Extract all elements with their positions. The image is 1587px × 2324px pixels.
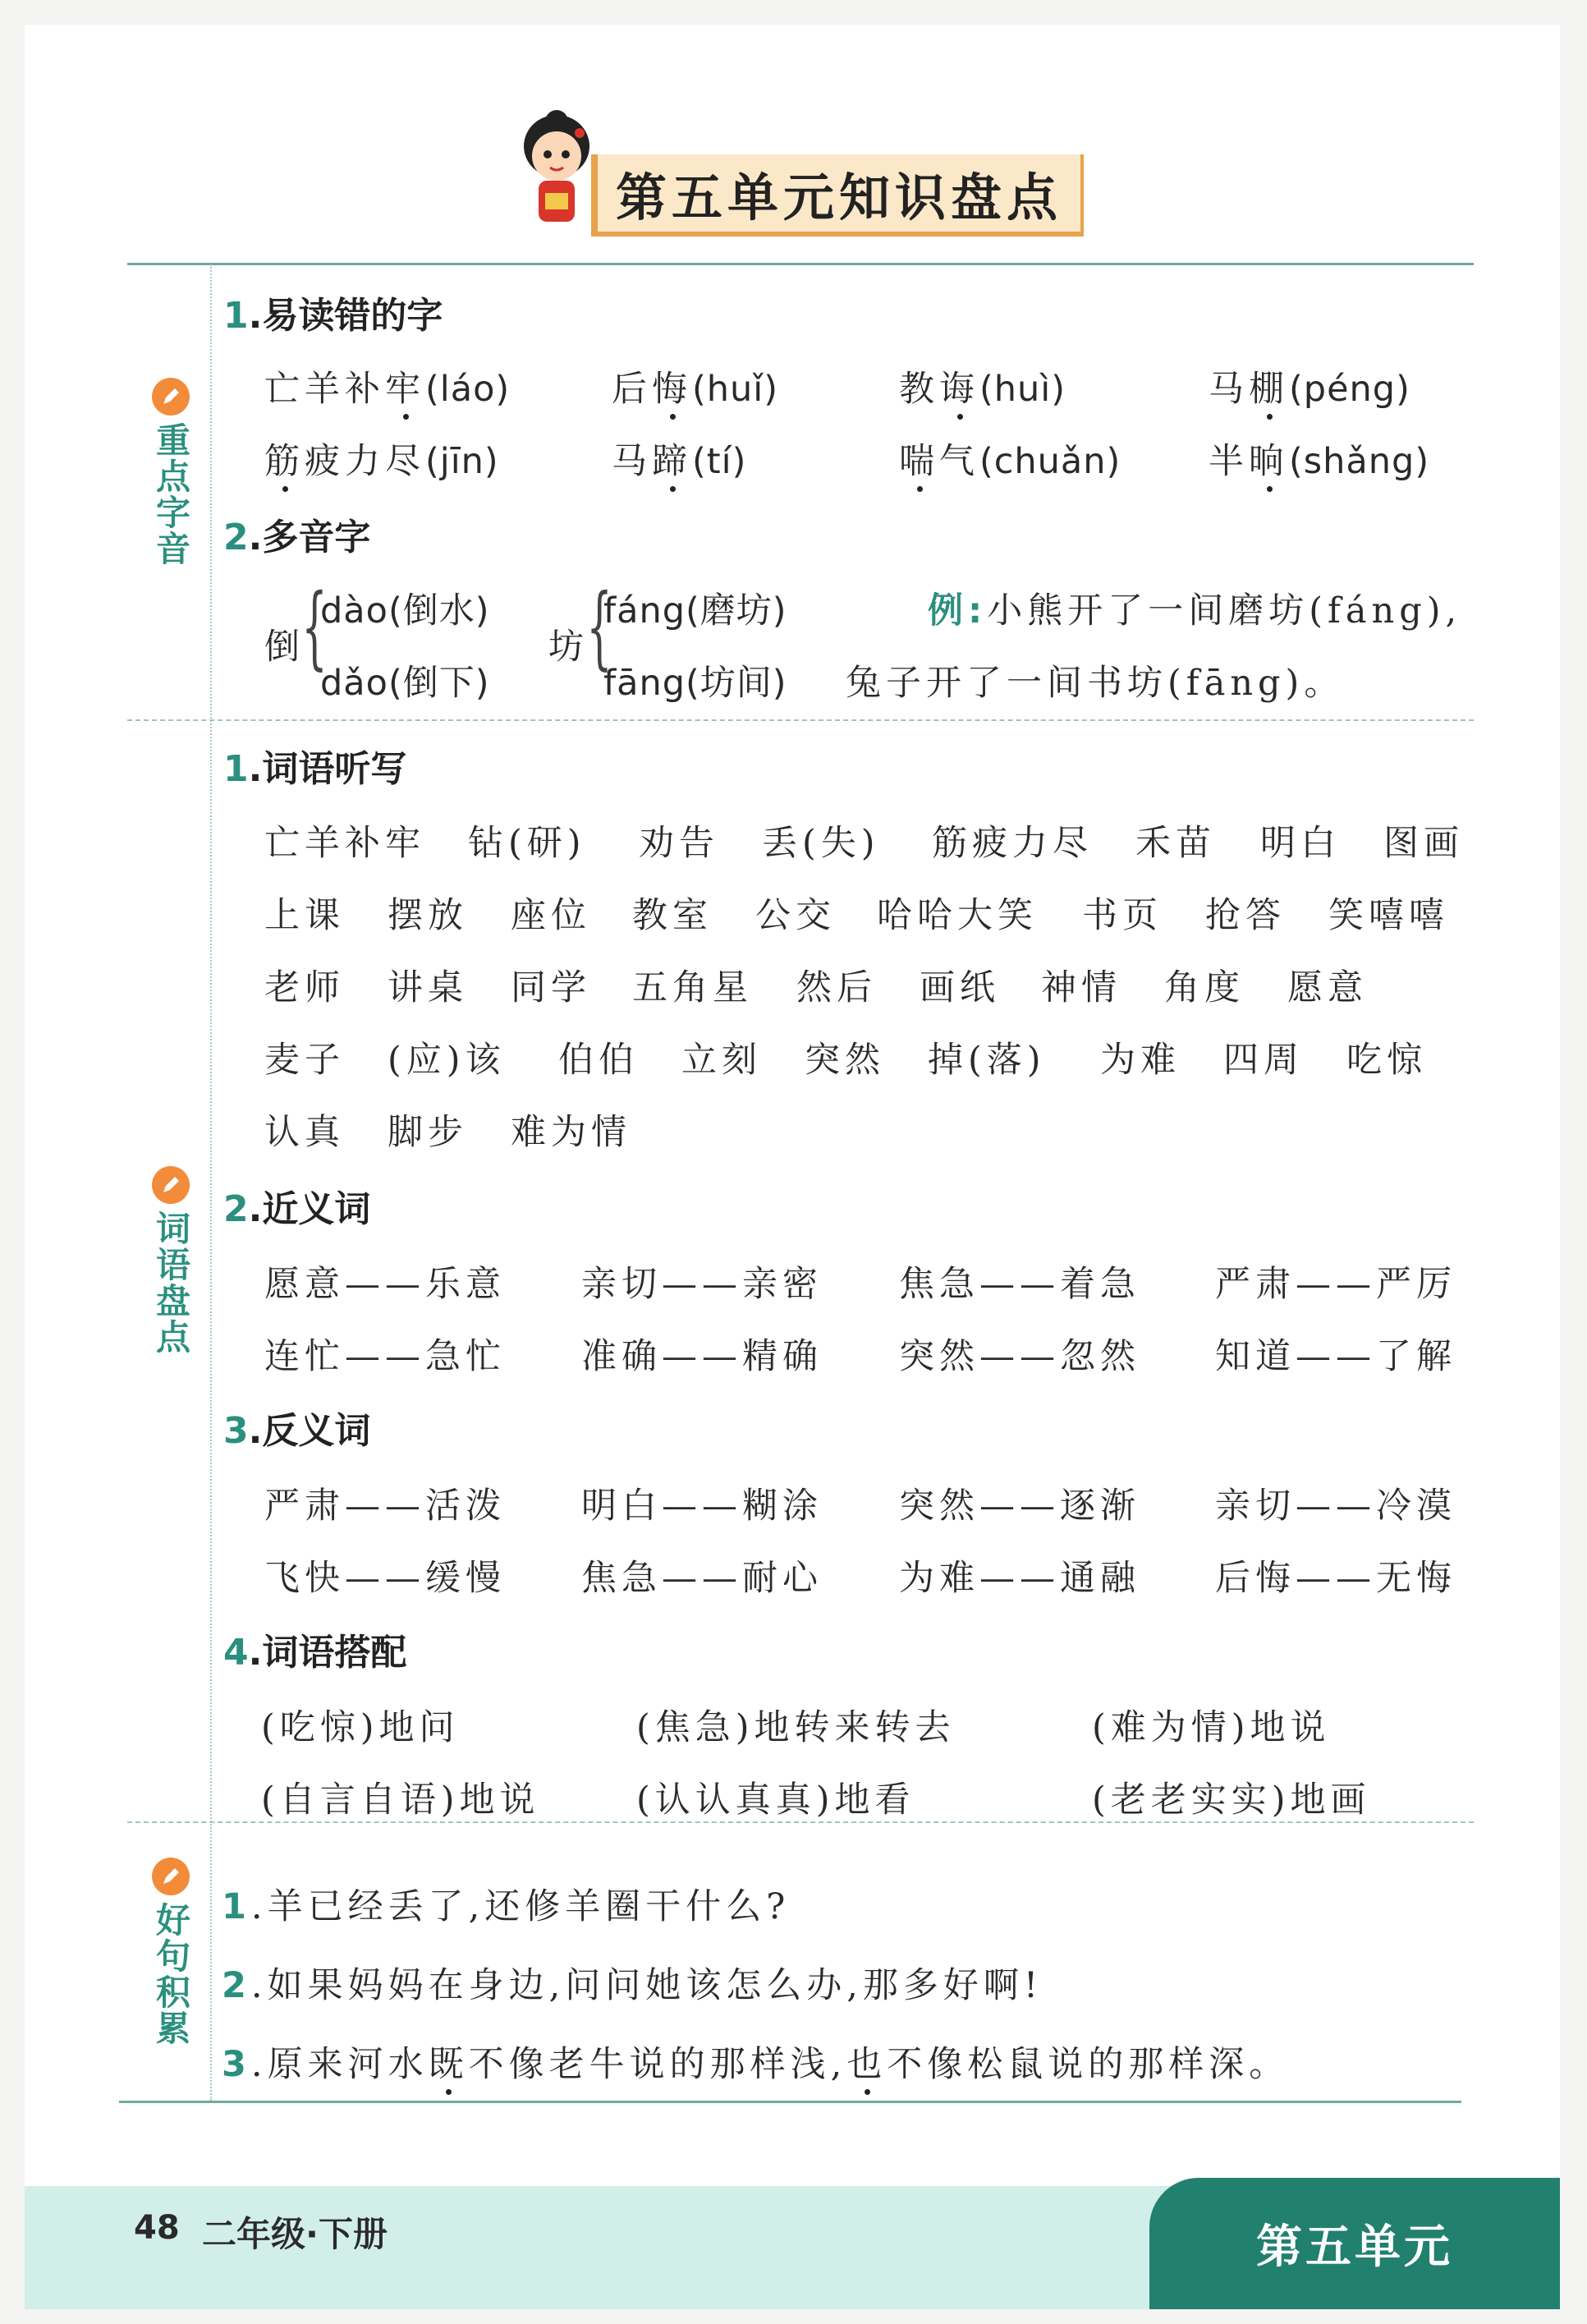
heading-synonyms: 2.近义词 [223, 1188, 371, 1230]
antonym-pair: 焦急——耐心 [581, 1558, 823, 1599]
dictation-word: 画纸 [920, 967, 1000, 1008]
antonym-pair: 明白——糊涂 [581, 1486, 823, 1527]
dictation-word: 亡羊补牢 [264, 823, 425, 864]
dictation-word: 吃惊 [1346, 1040, 1427, 1081]
sentence-item: 3.原来河水既不像老牛说的那样浅,也不像松鼠说的那样深。 [222, 2037, 1289, 2087]
unit-label: 第五单元 [1256, 2221, 1453, 2274]
antonym-pair: 后悔——无悔 [1215, 1558, 1456, 1599]
pron-item: 喘气(chuǎn) [899, 434, 1121, 484]
pencil-icon [152, 378, 190, 416]
collocation-item: (认认真真)地看 [636, 1780, 915, 1821]
dictation-word: 教室 [632, 895, 713, 936]
dictation-word: 愿意 [1287, 967, 1368, 1008]
dictation-word: 角度 [1164, 967, 1245, 1008]
page-number: 48 [134, 2209, 180, 2247]
dictation-word: 麦子 [264, 1040, 345, 1081]
heading-antonyms: 3.反义词 [223, 1410, 371, 1452]
collocation-item: (焦急)地转来转去 [636, 1707, 956, 1748]
unit-tab [1149, 2178, 1560, 2309]
title-banner [509, 107, 1084, 238]
dictation-word: 哈哈大笑 [877, 895, 1038, 936]
dictation-word: 劝告 [639, 823, 719, 864]
dictation-word: 公交 [755, 895, 836, 936]
divider-vertical [210, 264, 212, 2101]
dictation-word: 抢答 [1205, 895, 1286, 936]
pron-item: 教诲(huì) [899, 361, 1066, 411]
dictation-word: 上课 [264, 895, 345, 936]
dictation-word: 筋疲力尽 [932, 823, 1093, 864]
title-box [591, 154, 1084, 237]
dictation-word: 丢(失) [762, 823, 880, 864]
sentence-item: 1.羊已经丢了,还修羊圈干什么? [222, 1886, 791, 1927]
section-label: 重点字音 [151, 422, 191, 567]
pencil-icon [152, 1166, 190, 1204]
poly-example-2: 兔子开了一间书坊(fāng)。 [846, 663, 1345, 704]
dictation-word: 五角星 [632, 967, 753, 1008]
sidebar-words [146, 1166, 195, 1355]
synonym-pair: 准确——精确 [581, 1336, 823, 1377]
antonym-pair: 亲切——冷漠 [1215, 1486, 1456, 1527]
synonym-pair: 严肃——严厉 [1215, 1264, 1456, 1305]
dictation-word: 钻(研) [468, 823, 586, 864]
collocation-item: (自言自语)地说 [261, 1780, 540, 1821]
heading-polyphone: 2.多音字 [223, 517, 371, 558]
dictation-word: 为难 [1100, 1040, 1181, 1081]
synonym-pair: 连忙——急忙 [264, 1336, 506, 1377]
heading-easy-misread: 1.易读错的字 [223, 295, 443, 337]
synonym-pair: 突然——忽然 [899, 1336, 1140, 1377]
dictation-word: 神情 [1041, 967, 1121, 1008]
antonym-pair: 飞快——缓慢 [264, 1558, 506, 1599]
poly-example-1: 例:小熊开了一间磨坊(fáng), [928, 590, 1462, 632]
antonym-pair: 突然——逐渐 [899, 1486, 1140, 1527]
pron-item: 亡羊补牢(láo) [264, 361, 510, 411]
page-title: 第五单元知识盘点 [615, 167, 1062, 227]
dictation-word: 然后 [796, 967, 877, 1008]
section-label: 好句积累 [151, 1902, 191, 2046]
synonym-pair: 亲切——亲密 [581, 1264, 823, 1305]
dictation-word: 掉(落) [928, 1040, 1046, 1081]
section-label: 词语盘点 [151, 1210, 191, 1355]
dictation-word: 认真 [264, 1112, 345, 1153]
poly-reading: fāng(坊间) [603, 663, 787, 704]
dictation-word: 脚步 [388, 1112, 468, 1153]
grade-label: 二年级·下册 [202, 2214, 388, 2254]
synonym-pair: 愿意——乐意 [264, 1264, 506, 1305]
divider-top [127, 263, 1474, 265]
sidebar-pronunciation [146, 378, 195, 567]
dictation-word: 禾苗 [1135, 823, 1216, 864]
pron-item: 马蹄(tí) [612, 434, 746, 484]
dictation-word: 伯伯 [558, 1040, 639, 1081]
dictation-word: 明白 [1260, 823, 1341, 864]
dictation-word: 同学 [511, 967, 591, 1008]
dictation-word: (应)该 [388, 1040, 506, 1081]
sidebar-sentences [146, 1858, 195, 2046]
poly-char: 坊 [548, 627, 589, 668]
poly-reading: dào(倒水) [320, 590, 490, 632]
dictation-word: 笑嘻嘻 [1328, 895, 1449, 936]
dictation-word: 四周 [1223, 1040, 1304, 1081]
sentence-item: 2.如果妈妈在身边,问问她该怎么办,那多好啊! [222, 1965, 1043, 2006]
pron-item: 筋疲力尽(jīn) [264, 434, 499, 484]
divider-bottom [119, 2101, 1461, 2103]
poly-char: 倒 [264, 627, 305, 668]
dictation-word: 突然 [805, 1040, 885, 1081]
brace-icon: { [301, 574, 328, 679]
synonym-pair: 知道——了解 [1215, 1336, 1456, 1377]
dictation-word: 讲桌 [388, 967, 468, 1008]
dictation-word: 摆放 [388, 895, 468, 936]
poly-reading: fáng(磨坊) [603, 590, 787, 632]
poly-reading: dǎo(倒下) [320, 663, 490, 704]
antonym-pair: 为难——通融 [899, 1558, 1140, 1599]
dictation-word: 图画 [1383, 823, 1464, 864]
dictation-word: 老师 [264, 967, 345, 1008]
brace-icon: { [586, 574, 612, 679]
antonym-pair: 严肃——活泼 [264, 1486, 506, 1527]
dictation-word: 立刻 [681, 1040, 762, 1081]
pron-item: 后悔(huǐ) [612, 361, 778, 411]
synonym-pair: 焦急——着急 [899, 1264, 1140, 1305]
pron-item: 马棚(péng) [1209, 361, 1410, 411]
dictation-word: 难为情 [511, 1112, 631, 1153]
divider-1 [127, 719, 1474, 721]
dictation-word: 书页 [1082, 895, 1163, 936]
collocation-item: (难为情)地说 [1092, 1707, 1331, 1748]
heading-collocations: 4.词语搭配 [223, 1632, 407, 1674]
heading-dictation: 1.词语听写 [223, 748, 407, 790]
pron-item: 半晌(shǎng) [1209, 434, 1429, 484]
dictation-word: 座位 [511, 895, 591, 936]
pencil-icon [152, 1858, 190, 1895]
collocation-item: (老老实实)地画 [1092, 1780, 1371, 1821]
collocation-item: (吃惊)地问 [261, 1707, 460, 1748]
